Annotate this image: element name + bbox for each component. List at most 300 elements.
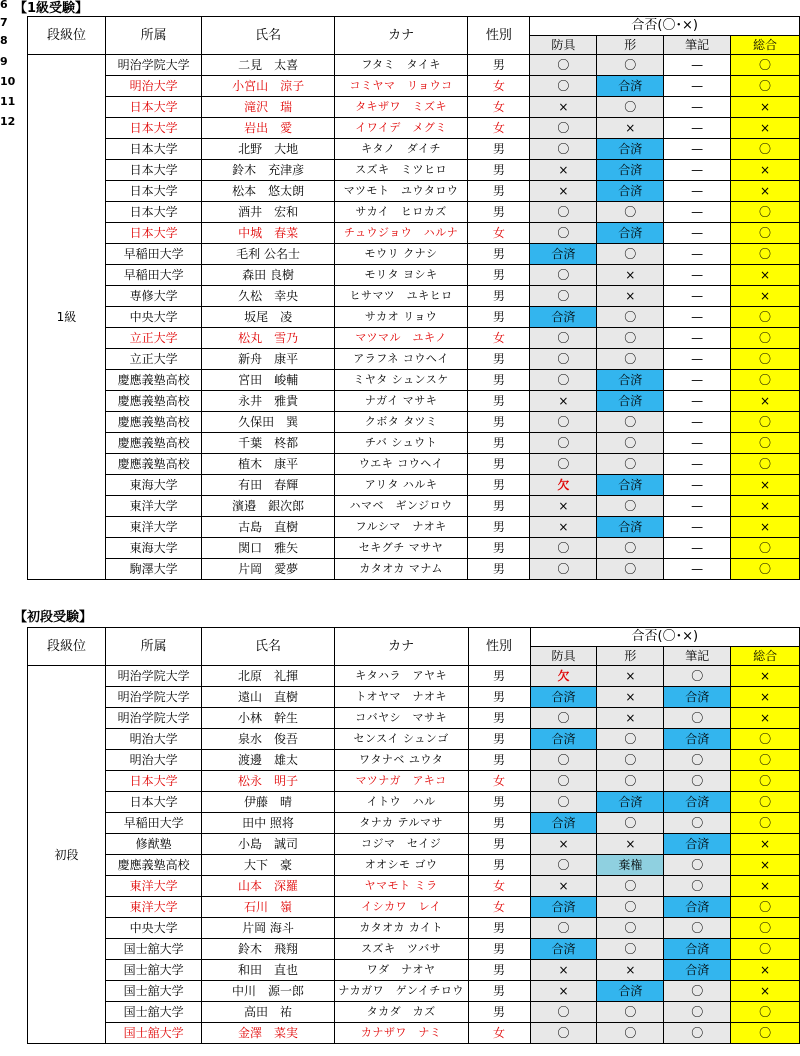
row-number: 10 xyxy=(0,75,16,88)
total-result-cell: 〇 xyxy=(731,55,800,76)
col-header-result: 合否(〇･×) xyxy=(530,628,799,647)
affiliation-cell: 明治学院大学 xyxy=(105,687,201,708)
table-row xyxy=(28,349,800,370)
kata-result-cell: 〇 xyxy=(597,97,664,118)
kata-result-cell: × xyxy=(597,265,664,286)
armor-result-cell: 〇 xyxy=(530,559,597,580)
table-row xyxy=(28,1002,800,1023)
row-number: 6 xyxy=(0,0,8,11)
total-result-cell: × xyxy=(731,265,800,286)
sex-cell: 女 xyxy=(468,223,530,244)
table-row xyxy=(28,687,800,708)
name-cell: 大下 豪 xyxy=(202,855,334,876)
kana-cell: ワダ ナオヤ xyxy=(334,960,468,981)
section-title-shodan: 【初段受験】 xyxy=(14,610,93,625)
sex-cell: 男 xyxy=(468,475,530,496)
table-row xyxy=(28,118,800,139)
affiliation-cell: 明治大学 xyxy=(105,729,201,750)
kana-cell: マツモト ユウタロウ xyxy=(334,181,468,202)
name-cell: 北野 大地 xyxy=(202,139,334,160)
affiliation-cell: 国士舘大学 xyxy=(105,960,201,981)
kana-cell: ミヤタ シュンスケ xyxy=(334,370,468,391)
kana-cell: ワタナベ ユウタ xyxy=(334,750,468,771)
total-result-cell: × xyxy=(731,981,800,1002)
sex-cell: 男 xyxy=(468,1002,530,1023)
kata-result-cell: × xyxy=(597,960,664,981)
table-row xyxy=(28,286,800,307)
kata-result-cell: 〇 xyxy=(597,939,664,960)
armor-result-cell: 〇 xyxy=(530,708,597,729)
affiliation-cell: 立正大学 xyxy=(106,328,202,349)
kana-cell: キタノ ダイチ xyxy=(334,139,468,160)
col-header-kana: カナ xyxy=(334,628,468,666)
written-result-cell: 〇 xyxy=(664,855,731,876)
affiliation-cell: 明治学院大学 xyxy=(105,666,201,687)
armor-result-cell: × xyxy=(530,981,597,1002)
armor-result-cell: × xyxy=(530,97,597,118)
col-header-kata: 形 xyxy=(597,36,664,55)
kana-cell: チュウジョウ ハルナ xyxy=(334,223,468,244)
kana-cell: コバヤシ マサキ xyxy=(334,708,468,729)
name-cell: 坂尾 凌 xyxy=(202,307,334,328)
affiliation-cell: 明治大学 xyxy=(106,76,202,97)
kana-cell: キタハラ アヤキ xyxy=(334,666,468,687)
kata-result-cell: 合済 xyxy=(597,370,664,391)
armor-result-cell: 合済 xyxy=(530,813,597,834)
total-result-cell: 〇 xyxy=(731,538,800,559)
name-cell: 石川 嶺 xyxy=(202,897,334,918)
col-header-total: 総合 xyxy=(731,647,800,666)
armor-result-cell: 〇 xyxy=(530,412,597,433)
written-result-cell: — xyxy=(664,496,731,517)
affiliation-cell: 慶應義塾高校 xyxy=(106,454,202,475)
kata-result-cell: 〇 xyxy=(597,1023,664,1044)
name-cell: 小宮山 涼子 xyxy=(202,76,334,97)
kata-result-cell: 合済 xyxy=(597,475,664,496)
sex-cell: 男 xyxy=(468,939,530,960)
sex-cell: 男 xyxy=(468,729,530,750)
armor-result-cell: 〇 xyxy=(530,454,597,475)
total-result-cell: 〇 xyxy=(731,412,800,433)
written-result-cell: — xyxy=(664,307,731,328)
armor-result-cell: 〇 xyxy=(530,118,597,139)
total-result-cell: 〇 xyxy=(731,307,800,328)
total-result-cell: 〇 xyxy=(731,454,800,475)
row-number: 9 xyxy=(0,55,8,68)
table-row xyxy=(28,223,800,244)
kana-cell: オオシモ ゴウ xyxy=(334,855,468,876)
written-result-cell: — xyxy=(664,370,731,391)
written-result-cell: 合済 xyxy=(664,792,731,813)
written-result-cell: 〇 xyxy=(664,708,731,729)
total-result-cell: 〇 xyxy=(731,76,800,97)
kata-result-cell: 〇 xyxy=(597,876,664,897)
name-cell: 滝沢 瑞 xyxy=(202,97,334,118)
name-cell: 泉水 俊吾 xyxy=(202,729,334,750)
name-cell: 松本 悠太朗 xyxy=(202,181,334,202)
armor-result-cell: 〇 xyxy=(530,265,597,286)
kata-result-cell: 〇 xyxy=(597,307,664,328)
sex-cell: 男 xyxy=(468,181,530,202)
affiliation-cell: 東洋大学 xyxy=(105,897,201,918)
armor-result-cell: 〇 xyxy=(530,286,597,307)
table-row xyxy=(28,960,800,981)
kana-cell: ナガイ マサキ xyxy=(334,391,468,412)
kana-cell: カタオカ マナム xyxy=(334,559,468,580)
name-cell: 中城 春菜 xyxy=(202,223,334,244)
name-cell: 新舟 康平 xyxy=(202,349,334,370)
total-result-cell: × xyxy=(731,876,800,897)
armor-result-cell: 〇 xyxy=(530,328,597,349)
kana-cell: モリタ ヨシキ xyxy=(334,265,468,286)
table-row xyxy=(28,202,800,223)
name-cell: 鈴木 充津彦 xyxy=(202,160,334,181)
total-result-cell: 〇 xyxy=(731,433,800,454)
sex-cell: 男 xyxy=(468,517,530,538)
kata-result-cell: × xyxy=(597,687,664,708)
sex-cell: 男 xyxy=(468,960,530,981)
kata-result-cell: 〇 xyxy=(597,496,664,517)
affiliation-cell: 修猷塾 xyxy=(105,834,201,855)
armor-result-cell: 〇 xyxy=(530,370,597,391)
name-cell: 有田 春輝 xyxy=(202,475,334,496)
table-row xyxy=(28,391,800,412)
kana-cell: ヒサマツ ユキヒロ xyxy=(334,286,468,307)
name-cell: 関口 雅矢 xyxy=(202,538,334,559)
kata-result-cell: 〇 xyxy=(597,897,664,918)
kana-cell: チバ シュウト xyxy=(334,433,468,454)
affiliation-cell: 早稲田大学 xyxy=(106,265,202,286)
armor-result-cell: 合済 xyxy=(530,939,597,960)
col-header-sex: 性別 xyxy=(468,17,530,55)
table-row xyxy=(28,139,800,160)
table-row xyxy=(28,792,800,813)
kana-cell: マツナガ アキコ xyxy=(334,771,468,792)
kata-result-cell: 〇 xyxy=(597,454,664,475)
kana-cell: トオヤマ ナオキ xyxy=(334,687,468,708)
affiliation-cell: 東洋大学 xyxy=(105,876,201,897)
kata-result-cell: 棄権 xyxy=(597,855,664,876)
total-result-cell: 〇 xyxy=(731,244,800,265)
total-result-cell: × xyxy=(731,960,800,981)
affiliation-cell: 日本大学 xyxy=(106,118,202,139)
kata-result-cell: 〇 xyxy=(597,55,664,76)
affiliation-cell: 日本大学 xyxy=(106,181,202,202)
total-result-cell: × xyxy=(731,118,800,139)
name-cell: 金澤 菜実 xyxy=(202,1023,334,1044)
written-result-cell: 〇 xyxy=(664,876,731,897)
written-result-cell: — xyxy=(664,391,731,412)
sex-cell: 男 xyxy=(468,855,530,876)
kana-cell: ヤマモト ミラ xyxy=(334,876,468,897)
grade-cell: 初段 xyxy=(28,666,106,1044)
sex-cell: 男 xyxy=(468,55,530,76)
total-result-cell: × xyxy=(731,181,800,202)
table-row xyxy=(28,559,800,580)
table-row xyxy=(28,265,800,286)
affiliation-cell: 明治学院大学 xyxy=(106,55,202,76)
name-cell: 田中 照将 xyxy=(202,813,334,834)
armor-result-cell: × xyxy=(530,496,597,517)
written-result-cell: — xyxy=(664,349,731,370)
results-table-shodan xyxy=(27,627,800,1044)
sex-cell: 男 xyxy=(468,139,530,160)
total-result-cell: × xyxy=(731,687,800,708)
total-result-cell: × xyxy=(731,475,800,496)
table-row xyxy=(28,496,800,517)
table-row xyxy=(28,517,800,538)
written-result-cell: 〇 xyxy=(664,918,731,939)
kata-result-cell: 合済 xyxy=(597,981,664,1002)
total-result-cell: 〇 xyxy=(731,771,800,792)
table-row xyxy=(28,855,800,876)
total-result-cell: × xyxy=(731,834,800,855)
affiliation-cell: 立正大学 xyxy=(106,349,202,370)
name-cell: 高田 祐 xyxy=(202,1002,334,1023)
affiliation-cell: 日本大学 xyxy=(105,771,201,792)
kata-result-cell: 〇 xyxy=(597,771,664,792)
kata-result-cell: 〇 xyxy=(597,918,664,939)
total-result-cell: 〇 xyxy=(731,813,800,834)
kata-result-cell: × xyxy=(597,834,664,855)
col-header-armor: 防具 xyxy=(530,36,597,55)
armor-result-cell: 〇 xyxy=(530,792,597,813)
kana-cell: タカダ カズ xyxy=(334,1002,468,1023)
sex-cell: 女 xyxy=(468,1023,530,1044)
col-header-affiliation: 所属 xyxy=(106,17,202,55)
kata-result-cell: × xyxy=(597,666,664,687)
kana-cell: アリタ ハルキ xyxy=(334,475,468,496)
sex-cell: 女 xyxy=(468,97,530,118)
affiliation-cell: 国士舘大学 xyxy=(105,1002,201,1023)
affiliation-cell: 中央大学 xyxy=(105,918,201,939)
kata-result-cell: 〇 xyxy=(597,729,664,750)
armor-result-cell: × xyxy=(530,876,597,897)
col-header-armor: 防具 xyxy=(530,647,597,666)
table-row xyxy=(28,55,800,76)
written-result-cell: 〇 xyxy=(664,1002,731,1023)
name-cell: 伊藤 晴 xyxy=(202,792,334,813)
written-result-cell: 〇 xyxy=(664,813,731,834)
table-row xyxy=(28,750,800,771)
name-cell: 二見 太喜 xyxy=(202,55,334,76)
total-result-cell: × xyxy=(731,391,800,412)
written-result-cell: 〇 xyxy=(664,750,731,771)
kata-result-cell: 〇 xyxy=(597,433,664,454)
total-result-cell: 〇 xyxy=(731,939,800,960)
total-result-cell: 〇 xyxy=(731,1002,800,1023)
sex-cell: 女 xyxy=(468,897,530,918)
written-result-cell: — xyxy=(664,517,731,538)
kana-cell: クボタ タツミ xyxy=(334,412,468,433)
written-result-cell: 〇 xyxy=(664,981,731,1002)
sex-cell: 女 xyxy=(468,118,530,139)
armor-result-cell: 〇 xyxy=(530,538,597,559)
table-row xyxy=(28,454,800,475)
name-cell: 片岡 愛夢 xyxy=(202,559,334,580)
table-row xyxy=(28,181,800,202)
kata-result-cell: 合済 xyxy=(597,792,664,813)
grade-cell: 1級 xyxy=(28,55,106,580)
name-cell: 永井 雅貴 xyxy=(202,391,334,412)
kata-result-cell: 合済 xyxy=(597,181,664,202)
affiliation-cell: 日本大学 xyxy=(106,97,202,118)
name-cell: 宮田 峻輔 xyxy=(202,370,334,391)
kata-result-cell: × xyxy=(597,286,664,307)
section-title-1kyu: 【1級受験】 xyxy=(14,1,89,16)
name-cell: 千葉 柊都 xyxy=(202,433,334,454)
total-result-cell: × xyxy=(731,97,800,118)
affiliation-cell: 駒澤大学 xyxy=(106,559,202,580)
kata-result-cell: 〇 xyxy=(597,412,664,433)
name-cell: 小林 幹生 xyxy=(202,708,334,729)
total-result-cell: 〇 xyxy=(731,328,800,349)
table-row xyxy=(28,981,800,1002)
sex-cell: 男 xyxy=(468,538,530,559)
affiliation-cell: 日本大学 xyxy=(106,139,202,160)
total-result-cell: 〇 xyxy=(731,559,800,580)
kata-result-cell: 〇 xyxy=(597,349,664,370)
kana-cell: イワイデ メグミ xyxy=(334,118,468,139)
armor-result-cell: × xyxy=(530,391,597,412)
total-result-cell: × xyxy=(731,286,800,307)
sex-cell: 男 xyxy=(468,559,530,580)
col-header-total: 総合 xyxy=(731,36,800,55)
kana-cell: スズキ ツバサ xyxy=(334,939,468,960)
sex-cell: 男 xyxy=(468,918,530,939)
total-result-cell: 〇 xyxy=(731,223,800,244)
col-header-sex: 性別 xyxy=(468,628,530,666)
sex-cell: 男 xyxy=(468,160,530,181)
armor-result-cell: 〇 xyxy=(530,349,597,370)
affiliation-cell: 東海大学 xyxy=(106,538,202,559)
name-cell: 北原 礼揮 xyxy=(202,666,334,687)
written-result-cell: 合済 xyxy=(664,897,731,918)
kana-cell: イトウ ハル xyxy=(334,792,468,813)
armor-result-cell: 欠 xyxy=(530,666,597,687)
kata-result-cell: × xyxy=(597,708,664,729)
name-cell: 松丸 雪乃 xyxy=(202,328,334,349)
total-result-cell: 〇 xyxy=(731,139,800,160)
name-cell: 森田 良樹 xyxy=(202,265,334,286)
written-result-cell: — xyxy=(664,412,731,433)
table-row xyxy=(28,666,800,687)
sex-cell: 女 xyxy=(468,76,530,97)
row-number: 8 xyxy=(0,34,8,47)
sex-cell: 女 xyxy=(468,328,530,349)
affiliation-cell: 早稲田大学 xyxy=(106,244,202,265)
col-header-written: 筆記 xyxy=(664,647,731,666)
written-result-cell: 〇 xyxy=(664,666,731,687)
affiliation-cell: 明治大学 xyxy=(105,750,201,771)
kana-cell: アラフネ コウヘイ xyxy=(334,349,468,370)
written-result-cell: 合済 xyxy=(664,834,731,855)
total-result-cell: × xyxy=(731,160,800,181)
written-result-cell: — xyxy=(664,244,731,265)
written-result-cell: — xyxy=(664,223,731,244)
kana-cell: マツマル ユキノ xyxy=(334,328,468,349)
table-row xyxy=(28,412,800,433)
name-cell: 和田 直也 xyxy=(202,960,334,981)
total-result-cell: 〇 xyxy=(731,1023,800,1044)
armor-result-cell: 合済 xyxy=(530,687,597,708)
sex-cell: 男 xyxy=(468,813,530,834)
sex-cell: 女 xyxy=(468,876,530,897)
kata-result-cell: 合済 xyxy=(597,223,664,244)
kana-cell: サカイ ヒロカズ xyxy=(334,202,468,223)
written-result-cell: 〇 xyxy=(664,1023,731,1044)
total-result-cell: × xyxy=(731,855,800,876)
total-result-cell: × xyxy=(731,496,800,517)
armor-result-cell: 〇 xyxy=(530,202,597,223)
table-row xyxy=(28,1023,800,1044)
affiliation-cell: 国士舘大学 xyxy=(105,939,201,960)
sex-cell: 男 xyxy=(468,412,530,433)
sex-cell: 男 xyxy=(468,454,530,475)
table-row xyxy=(28,244,800,265)
kana-cell: イシカワ レイ xyxy=(334,897,468,918)
total-result-cell: × xyxy=(731,517,800,538)
kana-cell: カタオカ カイト xyxy=(334,918,468,939)
kata-result-cell: 合済 xyxy=(597,517,664,538)
table-row xyxy=(28,97,800,118)
name-cell: 久保田 巽 xyxy=(202,412,334,433)
affiliation-cell: 日本大学 xyxy=(106,160,202,181)
armor-result-cell: 〇 xyxy=(530,76,597,97)
written-result-cell: — xyxy=(664,76,731,97)
sex-cell: 男 xyxy=(468,708,530,729)
sex-cell: 男 xyxy=(468,433,530,454)
sex-cell: 男 xyxy=(468,391,530,412)
written-result-cell: — xyxy=(664,160,731,181)
col-header-grade: 段級位 xyxy=(28,17,106,55)
row-number: 7 xyxy=(0,16,8,29)
total-result-cell: 〇 xyxy=(731,370,800,391)
name-cell: 小島 誠司 xyxy=(202,834,334,855)
kana-cell: コミヤマ リョウコ xyxy=(334,76,468,97)
affiliation-cell: 東海大学 xyxy=(106,475,202,496)
kana-cell: ナカガワ ゲンイチロウ xyxy=(334,981,468,1002)
kana-cell: タキザワ ミズキ xyxy=(334,97,468,118)
kana-cell: フルシマ ナオキ xyxy=(334,517,468,538)
written-result-cell: — xyxy=(664,97,731,118)
written-result-cell: — xyxy=(664,139,731,160)
written-result-cell: — xyxy=(664,433,731,454)
table-row xyxy=(28,918,800,939)
armor-result-cell: 〇 xyxy=(530,433,597,454)
armor-result-cell: 〇 xyxy=(530,1002,597,1023)
name-cell: 渡邊 雄太 xyxy=(202,750,334,771)
armor-result-cell: 〇 xyxy=(530,1023,597,1044)
armor-result-cell: 合済 xyxy=(530,897,597,918)
affiliation-cell: 明治学院大学 xyxy=(105,708,201,729)
name-cell: 酒井 宏和 xyxy=(202,202,334,223)
armor-result-cell: 合済 xyxy=(530,729,597,750)
col-header-kana: カナ xyxy=(334,17,468,55)
kana-cell: コジマ セイジ xyxy=(334,834,468,855)
written-result-cell: — xyxy=(664,538,731,559)
affiliation-cell: 日本大学 xyxy=(105,792,201,813)
name-cell: 片岡 海斗 xyxy=(202,918,334,939)
name-cell: 中川 源一郎 xyxy=(202,981,334,1002)
col-header-name: 氏名 xyxy=(202,17,334,55)
name-cell: 鈴木 飛翔 xyxy=(202,939,334,960)
kana-cell: ハマベ ギンジロウ xyxy=(334,496,468,517)
name-cell: 久松 幸央 xyxy=(202,286,334,307)
table-row xyxy=(28,939,800,960)
name-cell: 遠山 直樹 xyxy=(202,687,334,708)
row-number: 11 xyxy=(0,95,16,108)
